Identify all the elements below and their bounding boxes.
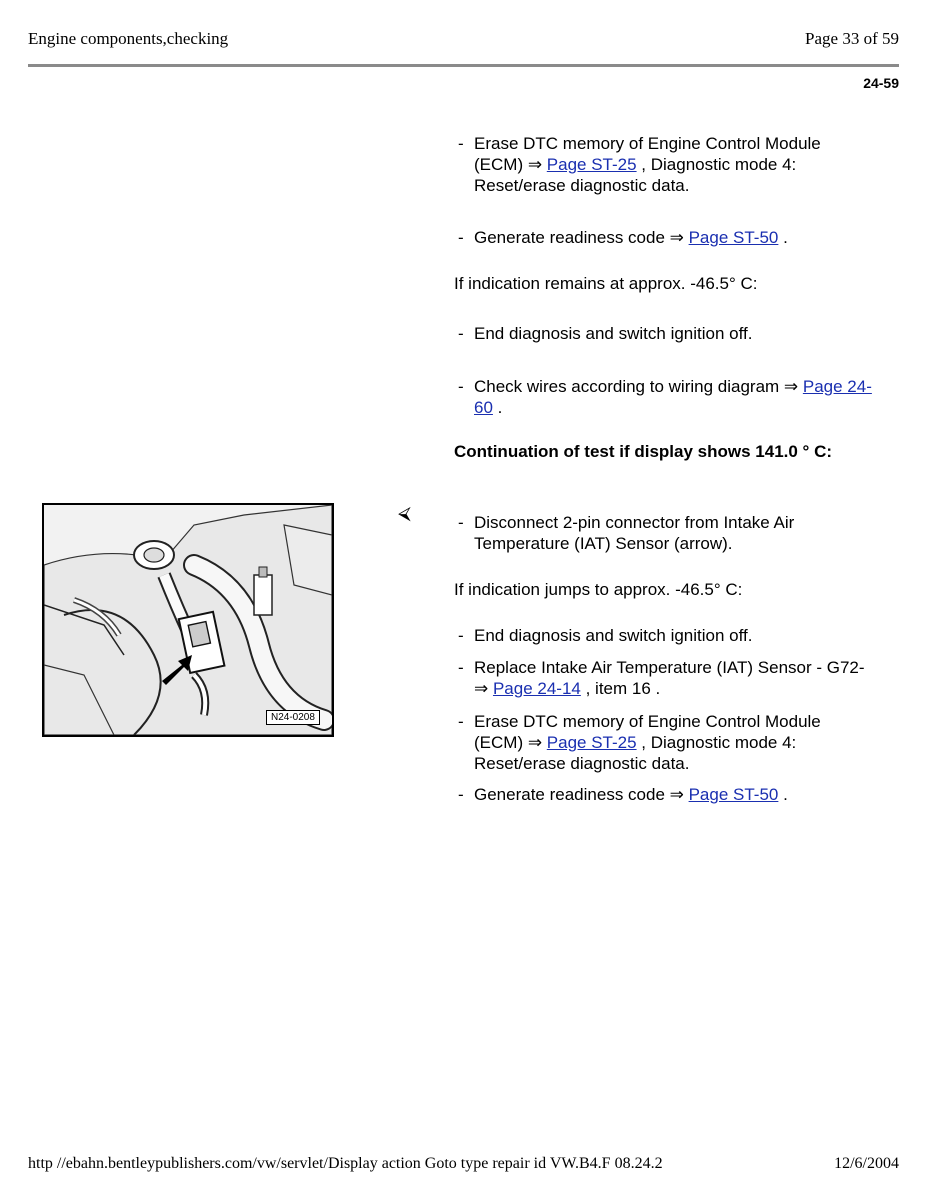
step-text: Check wires according to wiring diagram ⇒ bbox=[474, 377, 803, 396]
step-text: End diagnosis and switch ignition off. bbox=[474, 324, 753, 343]
section-page-code: 24-59 bbox=[863, 75, 899, 91]
bullet-dash: - bbox=[458, 228, 464, 247]
step-text-end: , item 16 . bbox=[580, 679, 661, 698]
continuation-heading: Continuation of test if display shows 141.0 ° C: bbox=[454, 442, 833, 461]
document-title: Engine components,checking bbox=[28, 29, 229, 48]
step-text: Generate readiness code ⇒ bbox=[474, 785, 689, 804]
link-page-24-14[interactable]: Page 24-14 bbox=[492, 679, 581, 698]
bullet-dash: - bbox=[458, 712, 464, 731]
bullet-dash: - bbox=[458, 785, 464, 804]
step-replace-sensor bbox=[454, 657, 874, 699]
step-disconnect-connector bbox=[454, 512, 874, 554]
footer-url: http //ebahn.bentleypublishers.com/vw/servlet/Display action Goto type repair id VW.B4.F 08.24.2 bbox=[28, 1155, 663, 1172]
header-divider bbox=[28, 64, 899, 67]
link-page-st-50[interactable]: Page ST-50 bbox=[688, 785, 779, 804]
step-readiness-code-2 bbox=[454, 784, 874, 805]
bullet-dash: - bbox=[458, 513, 464, 532]
step-end-diagnosis-1 bbox=[454, 323, 874, 344]
pointer-icon: ⮘ bbox=[398, 503, 411, 523]
step-text-end: . bbox=[778, 228, 788, 247]
step-text-end: , Diagnostic mode 4: Reset/erase diagnostic data. bbox=[474, 733, 797, 773]
page-number: Page 33 of 59 bbox=[805, 29, 899, 48]
bullet-dash: - bbox=[458, 658, 464, 677]
link-page-st-25[interactable]: Page ST-25 bbox=[546, 155, 637, 174]
step-text: End diagnosis and switch ignition off. bbox=[474, 626, 753, 645]
step-text: Disconnect 2-pin connector from Intake Air Temperature (IAT) Sensor (arrow). bbox=[474, 513, 795, 553]
step-erase-dtc-1 bbox=[454, 133, 874, 196]
condition-jumps: If indication jumps to approx. -46.5° C: bbox=[454, 580, 743, 599]
step-text-end: . bbox=[492, 398, 503, 417]
step-text: Erase DTC memory of Engine Control Module (ECM) ⇒ bbox=[474, 712, 821, 752]
step-text: Erase DTC memory of Engine Control Module (ECM) ⇒ bbox=[474, 134, 821, 174]
step-text: Replace Intake Air Temperature (IAT) Sensor - G72- ⇒ bbox=[474, 658, 865, 698]
condition-remains: If indication remains at approx. -46.5° C: bbox=[454, 274, 758, 293]
link-page-st-50[interactable]: Page ST-50 bbox=[688, 228, 779, 247]
engine-drawing bbox=[44, 505, 332, 735]
bullet-dash: - bbox=[458, 626, 464, 645]
sensor-illustration bbox=[42, 503, 334, 737]
step-text-end: , Diagnostic mode 4: Reset/erase diagnostic data. bbox=[474, 155, 797, 195]
link-page-24-60[interactable]: Page 24-60 bbox=[474, 377, 872, 417]
bullet-dash: - bbox=[458, 134, 464, 153]
step-text: Generate readiness code ⇒ bbox=[474, 228, 689, 247]
step-check-wires bbox=[454, 376, 874, 418]
figure-label: N24-0208 bbox=[266, 710, 320, 725]
step-text-end: . bbox=[778, 785, 788, 804]
bullet-dash: - bbox=[458, 324, 464, 343]
footer-date: 12/6/2004 bbox=[834, 1155, 899, 1172]
step-end-diagnosis-2 bbox=[454, 625, 874, 646]
bullet-dash: - bbox=[458, 377, 464, 396]
step-erase-dtc-2 bbox=[454, 711, 874, 774]
link-page-st-25[interactable]: Page ST-25 bbox=[546, 733, 637, 752]
step-readiness-code-1 bbox=[454, 227, 874, 248]
